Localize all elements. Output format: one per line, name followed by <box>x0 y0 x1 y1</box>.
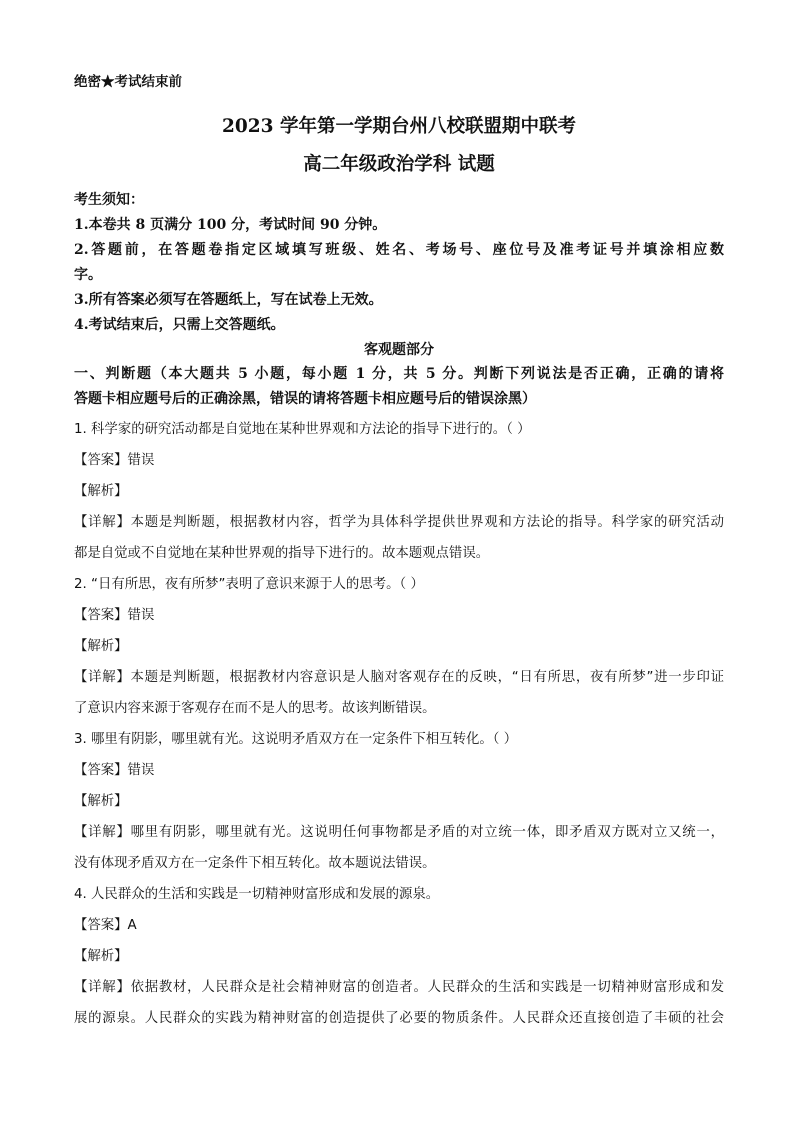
notice-item: 2.答题前，在答题卷指定区域填写班级、姓名、考场号、座位号及准考证号并填涂相应数 <box>74 242 724 258</box>
detail-line: 【详解】依据教材，人民群众是社会精神财富的创造者。人民群众的生活和实践是一切精神财富形成和发 <box>74 980 724 995</box>
question-list <box>74 414 724 1034</box>
notice-heading: 考生须知： <box>74 192 144 208</box>
part-heading-line: 一、判断题（本大题共 5 小题，每小题 1 分，共 5 分。判断下列说法是否正确，正确的请将 <box>74 366 724 382</box>
question-stem: 1. 科学家的研究活动都是自觉地在某种世界观和方法论的指导下进行的。（ ） <box>74 422 531 437</box>
confidential-label: 绝密★考试结束前 <box>74 74 182 90</box>
answer-line: 【答案】错误 <box>74 608 155 623</box>
notice-item: 4.考试结束后，只需上交答题纸。 <box>74 317 285 333</box>
answer-line: 【答案】错误 <box>74 763 155 778</box>
candidate-notice <box>74 188 724 338</box>
detail-line: 【详解】本题是判断题，根据教材内容意识是人脑对客观存在的反映，“日有所思，夜有所梦”进一步印证 <box>74 670 724 685</box>
answer-line: 【答案】错误 <box>74 453 155 468</box>
question-item <box>74 414 724 569</box>
question-stem: 2. “日有所思，夜有所梦”表明了意识来源于人的思考。（ ） <box>74 577 424 592</box>
analysis-label: 【解析】 <box>74 949 128 964</box>
section-heading: 客观题部分 <box>364 342 434 358</box>
notice-item: 字。 <box>74 267 102 283</box>
analysis-label: 【解析】 <box>74 639 128 654</box>
question-item <box>74 879 724 1034</box>
exam-title: 2023 学年第一学期台州八校联盟期中联考 <box>222 116 576 137</box>
detail-line: 【详解】哪里有阴影，哪里就有光。这说明任何事物都是矛盾的对立统一体，即矛盾双方既对立又统一， <box>74 825 724 840</box>
question-item <box>74 569 724 724</box>
detail-line: 展的源泉。人民群众的实践为精神财富的创造提供了必要的物质条件。人民群众还直接创造了丰硕的社会 <box>74 1011 724 1026</box>
question-stem: 3. 哪里有阴影，哪里就有光。这说明矛盾双方在一定条件下相互转化。（ ） <box>74 732 518 747</box>
analysis-label: 【解析】 <box>74 794 128 809</box>
notice-item: 1.本卷共 8 页满分 100 分，考试时间 90 分钟。 <box>74 217 387 233</box>
question-item <box>74 724 724 879</box>
detail-line: 了意识内容来源于客观存在而不是人的思考。故该判断错误。 <box>74 701 436 716</box>
detail-line: 【详解】本题是判断题，根据教材内容，哲学为具体科学提供世界观和方法论的指导。科学家的研究活动 <box>74 515 724 530</box>
detail-line: 没有体现矛盾双方在一定条件下相互转化。故本题说法错误。 <box>74 856 436 871</box>
analysis-label: 【解析】 <box>74 484 128 499</box>
part-heading-line: 答题卡相应题号后的正确涂黑，错误的请将答题卡相应题号后的错误涂黑） <box>74 391 536 407</box>
exam-subtitle: 高二年级政治学科 试题 <box>303 154 495 175</box>
answer-line: 【答案】A <box>74 918 137 933</box>
detail-line: 都是自觉或不自觉地在某种世界观的指导下进行的。故本题观点错误。 <box>74 546 490 561</box>
question-stem: 4. 人民群众的生活和实践是一切精神财富形成和发展的源泉。 <box>74 887 440 902</box>
exam-page <box>74 72 724 1034</box>
notice-item: 3.所有答案必须写在答题纸上，写在试卷上无效。 <box>74 292 383 308</box>
